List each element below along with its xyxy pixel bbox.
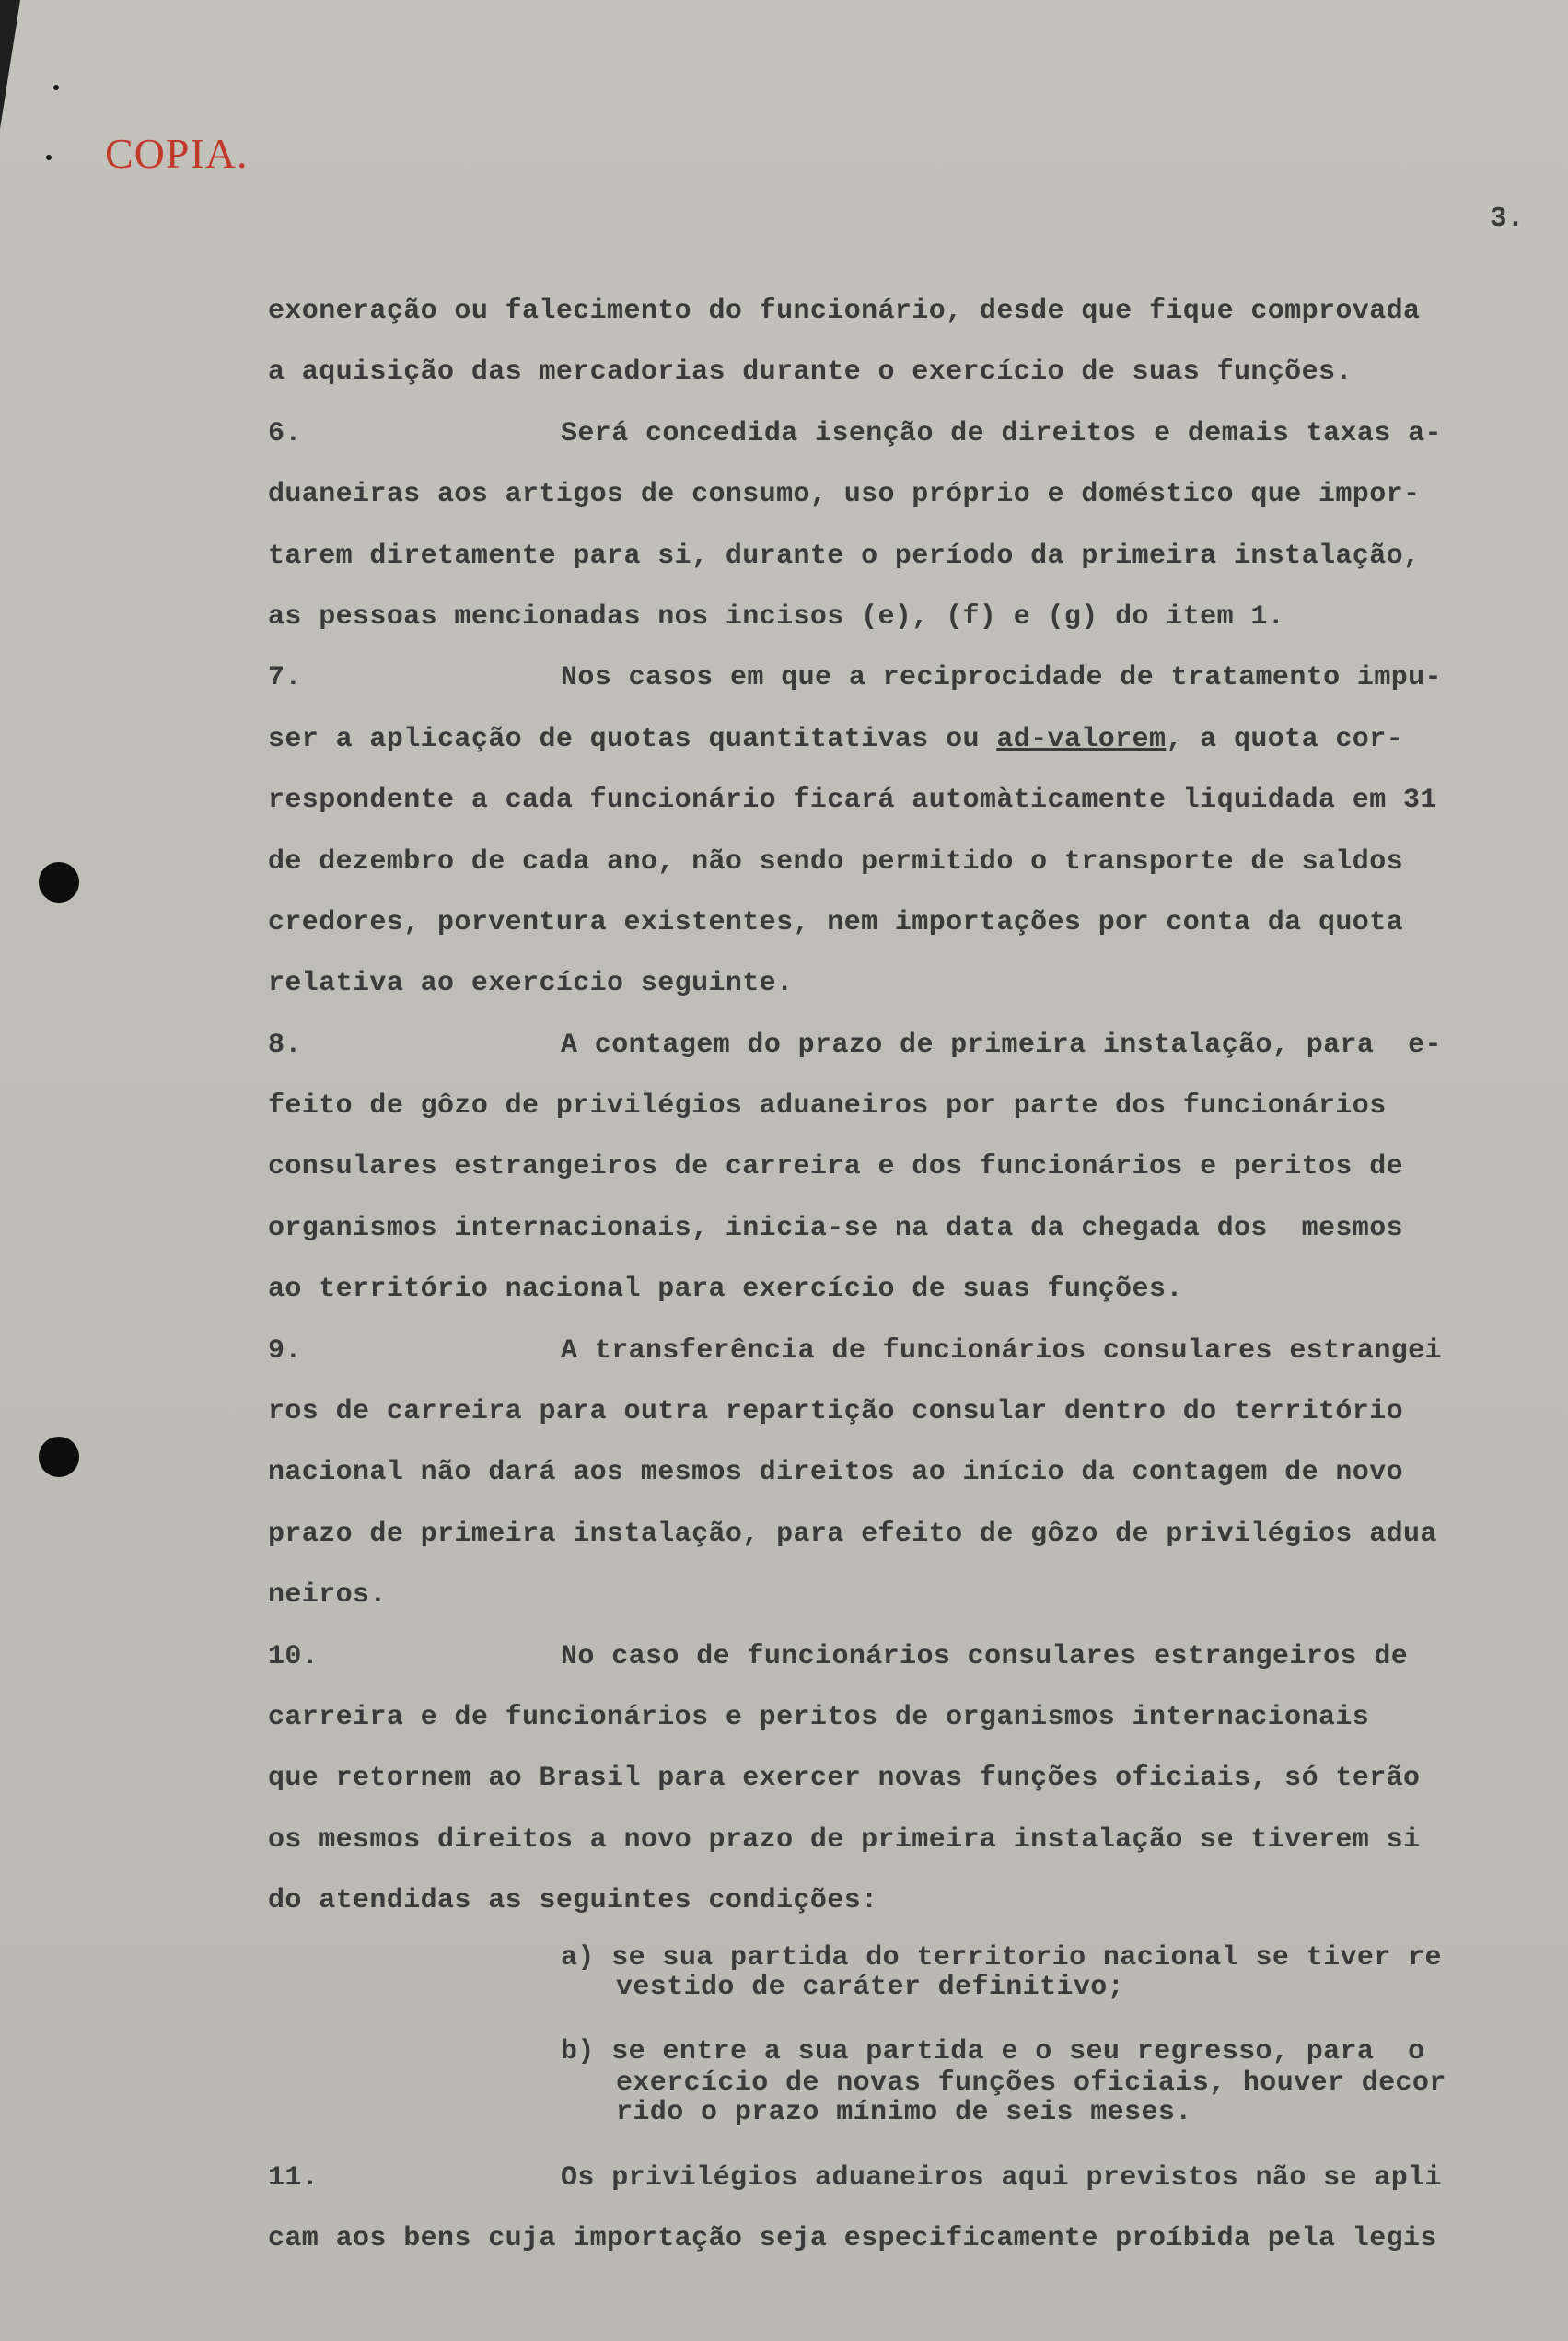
text-line: consulares estrangeiros de carreira e dos funcionários e peritos de bbox=[268, 1151, 1403, 1183]
text-line: feito de gôzo de privilégios aduaneiros por parte dos funcionários bbox=[268, 1090, 1387, 1123]
text-line: credores, porventura existentes, nem importações por conta da quota bbox=[268, 906, 1403, 938]
page-number: 3. bbox=[1490, 203, 1525, 235]
text-segment: No caso de funcionários consulares estrangeiros de bbox=[561, 1640, 1409, 1672]
paragraph-9-line bbox=[268, 1331, 1529, 1392]
text-line: organismos internacionais, inicia-se na data da chegada dos mesmos bbox=[268, 1212, 1403, 1244]
text-line: neiros. bbox=[268, 1579, 387, 1612]
ink-speck bbox=[53, 85, 59, 90]
text-segment: , a quota cor- bbox=[1166, 723, 1404, 755]
text-line: tarem diretamente para si, durante o período da primeira instalação, bbox=[268, 540, 1421, 572]
item-number-6: 6. bbox=[268, 417, 302, 449]
punch-hole-lower bbox=[39, 1437, 79, 1477]
text-line: duaneiras aos artigos de consumo, uso próprio e doméstico que impor- bbox=[268, 479, 1421, 511]
copy-stamp: COPIA. bbox=[105, 130, 249, 177]
text-line: carreira e de funcionários e peritos de organismos internacionais bbox=[268, 1701, 1370, 1733]
item-number-9: 9. bbox=[268, 1334, 302, 1367]
text-segment: Nos casos em que a reciprocidade de tratamento impu- bbox=[561, 662, 1442, 694]
item-number-10: 10. bbox=[268, 1640, 319, 1672]
document-body bbox=[268, 291, 1529, 2279]
punch-hole-upper bbox=[39, 862, 79, 903]
paragraph-7-line bbox=[268, 658, 1529, 718]
text-line: os mesmos direitos a novo prazo de primeira instalação se tiverem si bbox=[268, 1823, 1421, 1856]
condition-b-line: b) se entre a sua partida e o seu regresso, para o bbox=[561, 2035, 1425, 2067]
text-line: ao território nacional para exercício de suas funções. bbox=[268, 1274, 1183, 1306]
condition-a-continuation: vestido de caráter definitivo; bbox=[616, 1971, 1125, 2003]
condition-b-continuation: rido o prazo mínimo de seis meses. bbox=[616, 2096, 1192, 2128]
text-line: exoneração ou falecimento do funcionário, desde que fique comprovada bbox=[268, 296, 1421, 327]
ink-speck bbox=[46, 155, 52, 160]
paragraph-8-line bbox=[268, 1025, 1529, 1086]
item-number-11: 11. bbox=[268, 2161, 319, 2194]
text-line: relativa ao exercício seguinte. bbox=[268, 968, 794, 1000]
text-line: as pessoas mencionadas nos incisos (e), (f) e (g) do item 1. bbox=[268, 600, 1285, 633]
text-line: de dezembro de cada ano, não sendo permitido o transporte de saldos bbox=[268, 845, 1403, 878]
condition-a-line: a) se sua partida do territorio nacional se tiver re bbox=[561, 1941, 1442, 1974]
text-line: ros de carreira para outra repartição consular dentro do território bbox=[268, 1396, 1403, 1428]
paragraph-10-line bbox=[268, 1636, 1529, 1697]
text-segment: A transferência de funcionários consulares estrangei bbox=[561, 1334, 1442, 1367]
text-line: nacional não dará aos mesmos direitos ao início da contagem de novo bbox=[268, 1457, 1403, 1489]
text-segment: Será concedida isenção de direitos e demais taxas a- bbox=[561, 417, 1442, 449]
text-segment: Os privilégios aduaneiros aqui previstos não se apli bbox=[561, 2161, 1442, 2194]
underlined-term: ad-valorem bbox=[996, 723, 1167, 755]
condition-b-continuation: exercício de novas funções oficiais, houver decor bbox=[616, 2067, 1446, 2099]
paragraph-6-line bbox=[268, 413, 1529, 474]
text-line-with-underline bbox=[268, 719, 1529, 780]
text-line: prazo de primeira instalação, para efeito de gôzo de privilégios adua bbox=[268, 1518, 1437, 1550]
item-number-7: 7. bbox=[268, 662, 302, 694]
text-line: respondente a cada funcionário ficará automàticamente liquidada em 31 bbox=[268, 785, 1437, 817]
page-corner-shadow bbox=[0, 0, 20, 129]
paragraph-11-line bbox=[268, 2158, 1529, 2219]
text-line: do atendidas as seguintes condições: bbox=[268, 1885, 878, 1917]
text-segment: ser a aplicação de quotas quantitativas ou bbox=[268, 723, 997, 755]
item-number-8: 8. bbox=[268, 1029, 302, 1061]
text-line: a aquisição das mercadorias durante o exercício de suas funções. bbox=[268, 356, 1353, 389]
text-line: que retornem ao Brasil para exercer novas funções oficiais, só terão bbox=[268, 1763, 1421, 1795]
text-segment: A contagem do prazo de primeira instalação, para e- bbox=[561, 1029, 1442, 1061]
text-line: cam aos bens cuja importação seja especificamente proíbida pela legis bbox=[268, 2222, 1437, 2254]
